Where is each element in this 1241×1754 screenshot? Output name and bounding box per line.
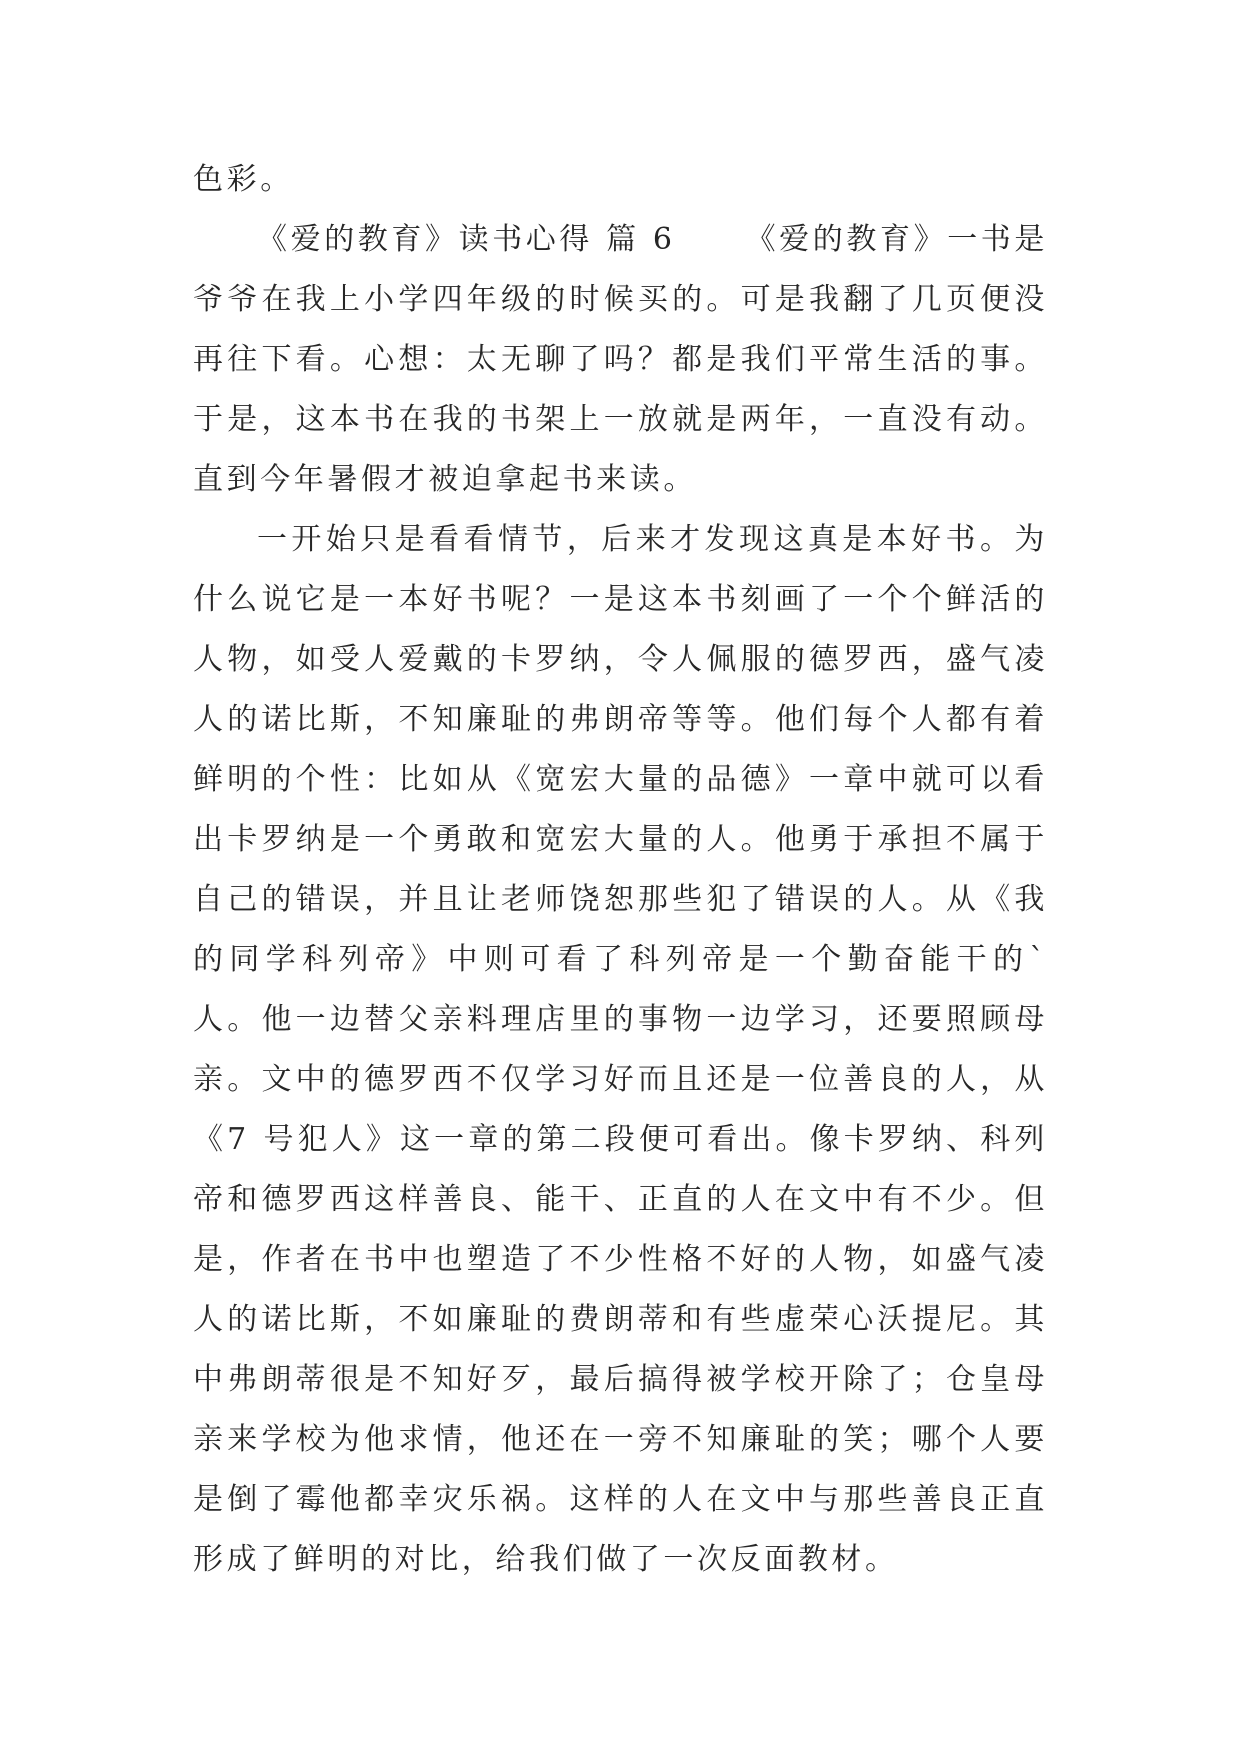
paragraph-continuation (193, 150, 1048, 210)
document-body (193, 150, 1048, 1590)
paragraph-text: 《爱的教育》一书是爷爷在我上小学四年级的时候买的。可是我翻了几页便没再往下看。心想：太无聊了吗？都是我们平常生活的事。于是，这本书在我的书架上一放就是两年，一直没有动。直到今年暑假才被迫拿起书来读。 (193, 222, 1048, 497)
paragraph-text: 一开始只是看看情节，后来才发现这真是本好书。为什么说它是一本好书呢？一是这本书刻画了一个个鲜活的人物，如受人爱戴的卡罗纳，令人佩服的德罗西，盛气凌人的诺比斯，不知廉耻的弗朗帝等等。他们每个人都有着鲜明的个性：比如从《宽宏大量的品德》一章中就可以看出卡罗纳是一个勇敢和宽宏大量的人。他勇于承担不属于自己的错误，并且让老师饶恕那些犯了错误的人。从《我的同学科列帝》中则可看了科列帝是一个勤奋能干的`人。他一边替父亲料理店里的事物一边学习，还要照顾母亲。文中的德罗西不仅学习好而且还是一位善良的人，从《7 号犯人》这一章的第二段便可看出。像卡罗纳、科列帝和德罗西这样善良、能干、正直的人在文中有不少。但是，作者在书中也塑造了不少性格不好的人物，如盛气凌人的诺比斯，不如廉耻的费朗蒂和有些虚荣心沃提尼。其中弗朗蒂很是不知好歹，最后搞得被学校开除了；仓皇母亲来学校为他求情，他还在一旁不知廉耻的笑；哪个人要是倒了霉他都幸灾乐祸。这样的人在文中与那些善良正直形成了鲜明的对比，给我们做了一次反面教材。 (193, 522, 1048, 1577)
paragraph-review (193, 510, 1048, 1590)
paragraph-text: 色彩。 (193, 162, 294, 197)
paragraph-section-6 (193, 210, 1048, 510)
section-heading: 《爱的教育》读书心得 篇 6 (257, 222, 676, 257)
